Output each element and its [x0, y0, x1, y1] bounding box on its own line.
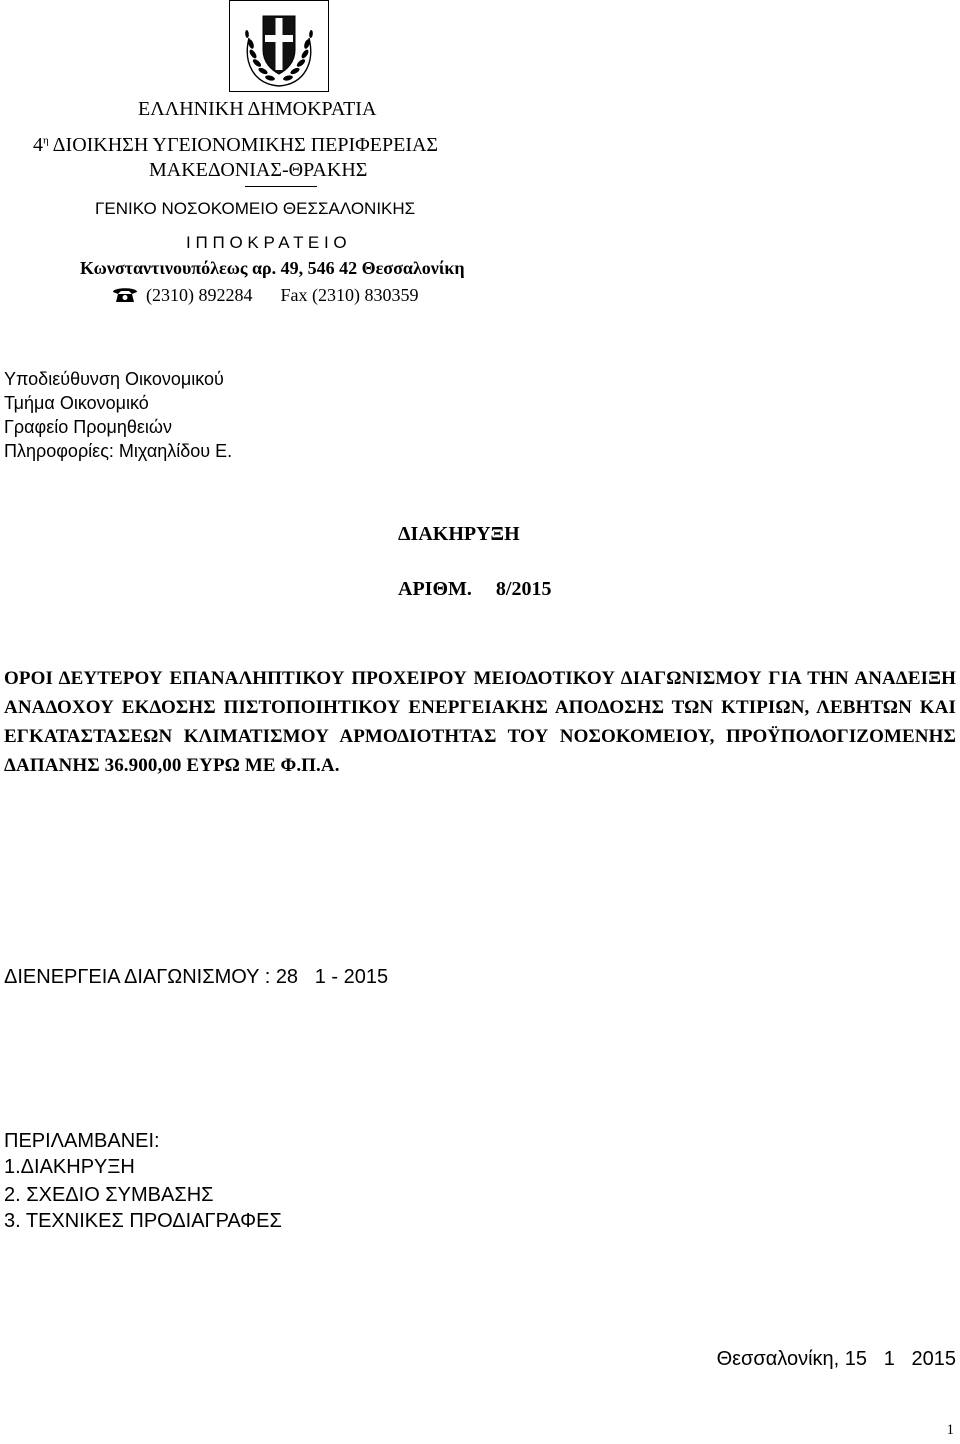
authority-ordinal-superscript: η: [43, 134, 49, 147]
tender-date: [4, 966, 388, 989]
contents-item: 2. ΣΧΕΔΙΟ ΣΥΜΒΑΣΗΣ: [4, 1184, 214, 1206]
region-name: ΜΑΚΕΔΟΝΙΑΣ-ΘΡΑΚΗΣ: [149, 159, 368, 181]
phone-number: (2310) 892284: [146, 285, 253, 305]
health-authority: [33, 133, 438, 157]
hospital-type: ΓΕΝΙΚΟ ΝΟΣΟΚΟΜΕΙΟ ΘΕΣΣΑΛΟΝΙΚΗΣ: [95, 199, 416, 218]
place-and-date: Θεσσαλονίκη, 15 1 2015: [716, 1348, 956, 1370]
authority-number: 4: [33, 134, 43, 156]
document-heading: ΔΙΑΚΗΡΥΞΗ: [398, 523, 520, 545]
fax-number: Fax (2310) 830359: [280, 285, 419, 305]
telephone-icon: [112, 285, 138, 303]
tender-date-value: 28 1 - 2015: [275, 966, 389, 988]
tender-date-label: ΔΙΕΝΕΡΓΕΙΑ ΔΙΑΓΩΝΙΣΜΟΥ: [4, 966, 260, 988]
section: Τμήμα Οικονομικό: [4, 393, 149, 413]
authority-name: ΔΙΟΙΚΗΣΗ ΥΓΕΙΟΝΟΜΙΚΗΣ ΠΕΡΙΦΕΡΕΙΑΣ: [52, 134, 439, 156]
subdirectorate: Υποδιεύθυνση Οικονομικού: [4, 369, 224, 389]
header-divider: [245, 186, 317, 187]
contact-line: [112, 283, 419, 307]
contact-person: Πληροφορίες: Μιχαηλίδου Ε.: [4, 441, 233, 461]
tender-terms: ΟΡΟΙ ΔΕΥΤΕΡΟΥ ΕΠΑΝΑΛΗΠΤΙΚΟΥ ΠΡΟΧΕΙΡΟΥ ΜΕΙΟΔΟΤΙΚΟΥ ΔΙΑΓΩΝΙΣΜΟΥ ΓΙΑ ΤΗΝ ΑΝΑΔΕΙΞΗ ΑΝΑΔΟΧΟΥ ΕΚΔΟΣΗΣ ΠΙΣΤΟΠΟΙΗΤΙΚΟΥ ΕΝΕΡΓΕΙΑΚΗΣ ΑΠΟΔΟΣΗΣ ΤΩΝ ΚΤΙΡΙΩΝ, ΛΕΒΗΤΩΝ ΚΑΙ ΕΓΚΑΤΑΣΤΑΣΕΩΝ ΚΛΙΜΑΤΙΣΜΟΥ ΑΡΜΟΔΙΟΤΗΤΑΣ ΤΟΥ ΝΟΣΟΚΟΜΕΙΟΥ, ΠΡΟΫΠΟΛΟΓΙΖΟΜΕΝΗΣ ΔΑΠΑΝΗΣ 36.900,00 ΕΥΡΩ ΜΕ Φ.Π.Α.: [4, 668, 956, 776]
contents-label: ΠΕΡΙΛΑΜΒΑΝΕΙ:: [4, 1130, 160, 1152]
greek-coat-of-arms-emblem: [229, 0, 329, 92]
page-number: 1: [946, 1422, 954, 1438]
number-value: 8/2015: [495, 578, 552, 600]
hospital-name: Ι Π Π Ο Κ Ρ Α Τ Ε Ι Ο: [186, 233, 347, 252]
office: Γραφείο Προμηθειών: [4, 417, 172, 437]
number-label: ΑΡΙΘΜ.: [398, 578, 472, 600]
hospital-address: Κωνσταντινουπόλεως αρ. 49, 546 42 Θεσσαλονίκη: [80, 258, 465, 278]
contents-item: 1.ΔΙΑΚΗΡΥΞΗ: [4, 1156, 135, 1178]
tender-date-separator: :: [264, 966, 271, 988]
document-number: [398, 578, 551, 601]
contents-item: 3. ΤΕΧΝΙΚΕΣ ΠΡΟΔΙΑΓΡΑΦΕΣ: [4, 1210, 282, 1232]
republic-name: ΕΛΛΗΝΙΚΗ ΔΗΜΟΚΡΑΤΙΑ: [138, 98, 377, 120]
